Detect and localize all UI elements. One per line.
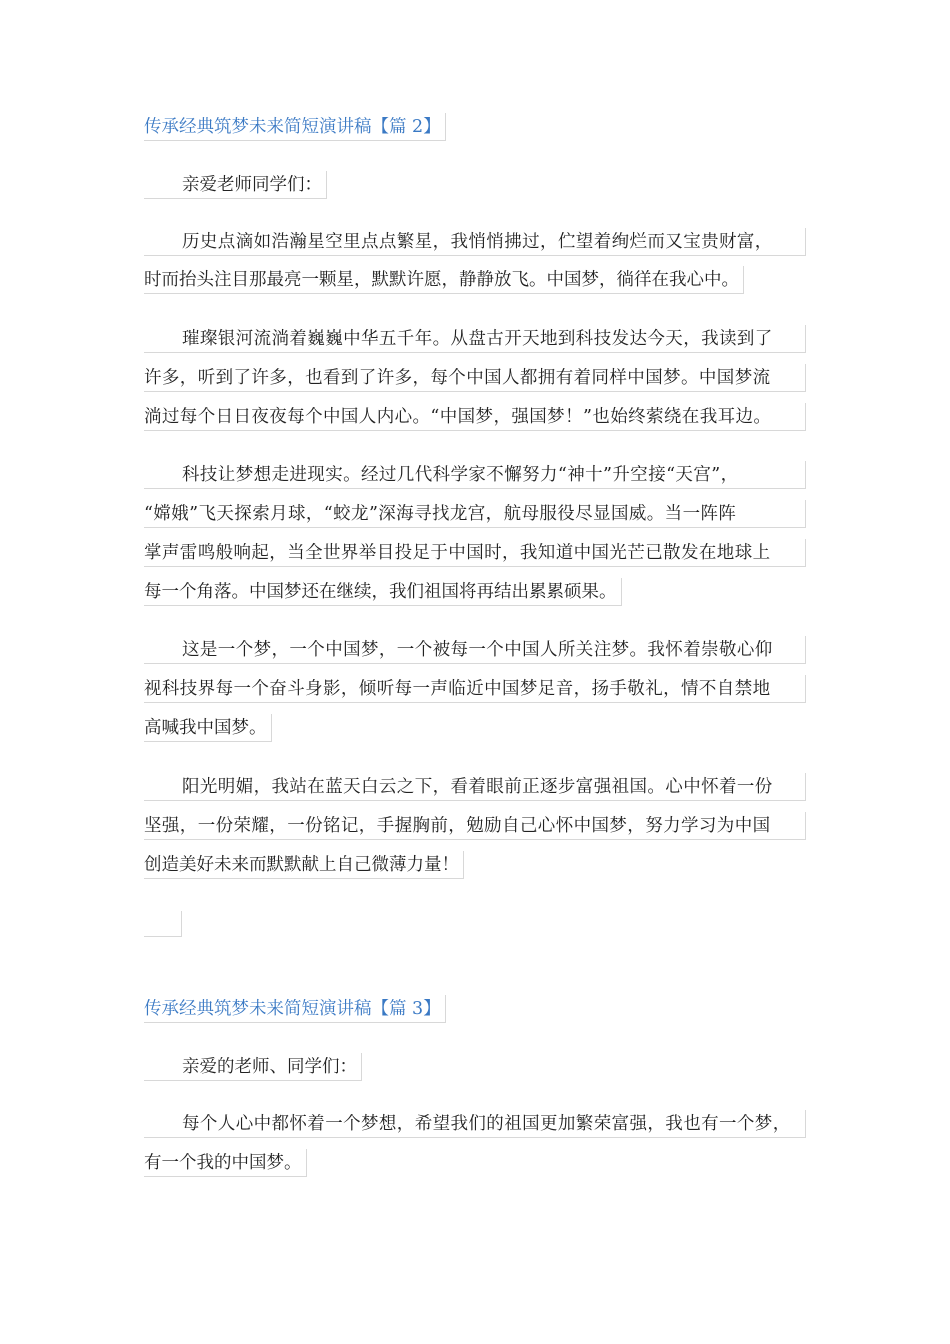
paragraph-line: 淌过每个日日夜夜每个中国人内心。“中国梦，强国梦！”也始终萦绕在我耳边。 bbox=[144, 403, 806, 431]
greeting: 亲爱老师同学们： bbox=[144, 171, 327, 199]
paragraph-line: 视科技界每一个奋斗身影，倾听每一声临近中国梦足音，扬手敬礼，情不自禁地 bbox=[144, 675, 806, 703]
paragraph-line: 璀璨银河流淌着巍巍中华五千年。从盘古开天地到科技发达今天，我读到了 bbox=[144, 325, 806, 353]
paragraph-line: 科技让梦想走进现实。经过几代科学家不懈努力“神十”升空接“天宫”， bbox=[144, 461, 806, 489]
paragraph-line: 历史点滴如浩瀚星空里点点繁星，我悄悄拂过，伫望着绚烂而又宝贵财富， bbox=[144, 228, 806, 256]
paragraph-line: “嫦娥”飞天探索月球，“蛟龙”深海寻找龙宫，航母服役尽显国威。当一阵阵 bbox=[144, 500, 806, 528]
paragraph-line: 掌声雷鸣般响起，当全世界举目投足于中国时，我知道中国光芒已散发在地球上 bbox=[144, 539, 806, 567]
paragraph-line: 有一个我的中国梦。 bbox=[144, 1149, 307, 1177]
paragraph-line: 高喊我中国梦。 bbox=[144, 714, 272, 742]
paragraph-line: 创造美好未来而默默献上自己微薄力量！ bbox=[144, 851, 464, 879]
greeting: 亲爱的老师、同学们： bbox=[144, 1053, 362, 1081]
section-heading: 传承经典筑梦未来简短演讲稿【篇 2】 bbox=[144, 113, 446, 141]
section-heading: 传承经典筑梦未来简短演讲稿【篇 3】 bbox=[144, 995, 446, 1023]
paragraph-line: 阳光明媚，我站在蓝天白云之下，看着眼前正逐步富强祖国。心中怀着一份 bbox=[144, 773, 806, 801]
empty-paragraph bbox=[144, 911, 182, 937]
paragraph-line: 每个人心中都怀着一个梦想，希望我们的祖国更加繁荣富强，我也有一个梦， bbox=[144, 1110, 806, 1138]
paragraph-line: 每一个角落。中国梦还在继续，我们祖国将再结出累累硕果。 bbox=[144, 578, 622, 606]
paragraph-line: 许多，听到了许多，也看到了许多，每个中国人都拥有着同样中国梦。中国梦流 bbox=[144, 364, 806, 392]
paragraph-line: 时而抬头注目那最亮一颗星，默默许愿，静静放飞。中国梦，徜徉在我心中。 bbox=[144, 266, 744, 294]
paragraph-line: 这是一个梦，一个中国梦，一个被每一个中国人所关注梦。我怀着崇敬心仰 bbox=[144, 636, 806, 664]
paragraph-line: 坚强，一份荣耀，一份铭记，手握胸前，勉励自己心怀中国梦，努力学习为中国 bbox=[144, 812, 806, 840]
